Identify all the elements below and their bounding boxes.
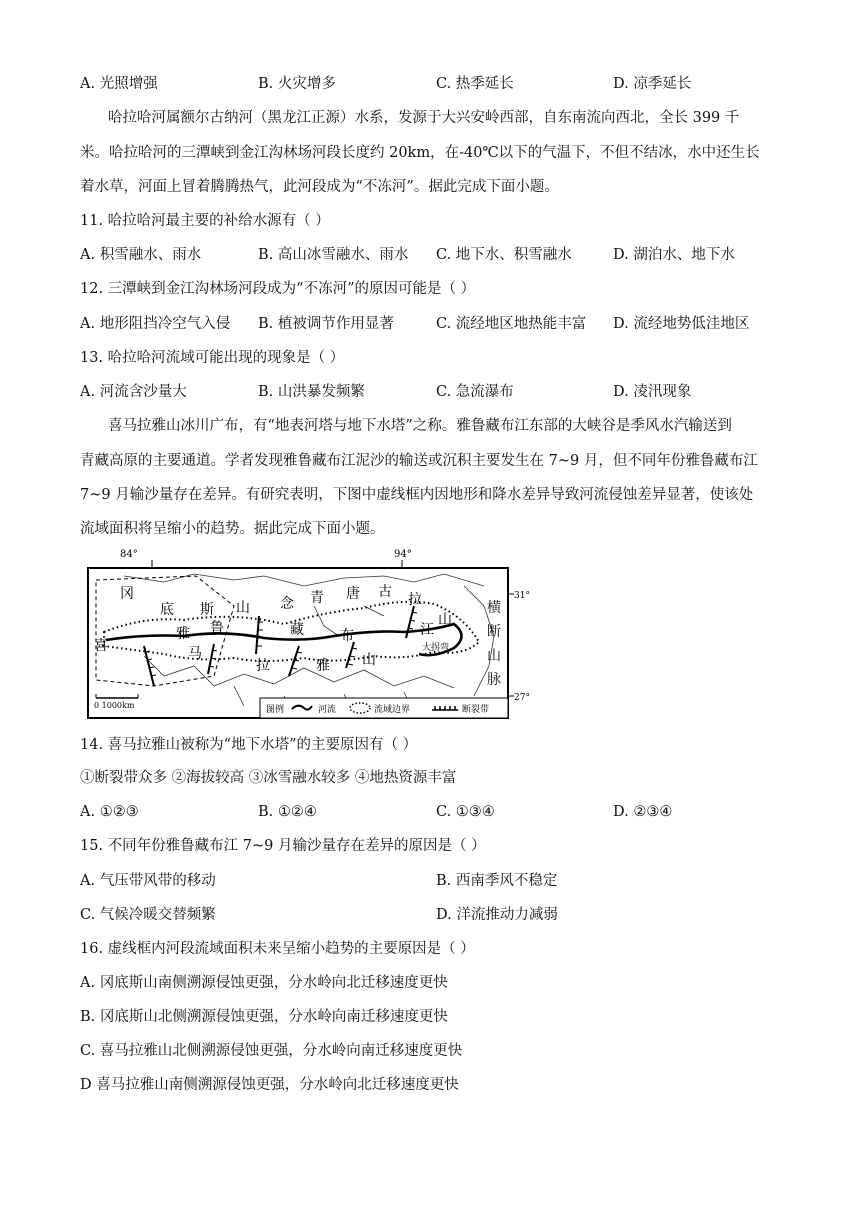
- legend-river: 河流: [318, 705, 337, 715]
- q12-options: [80, 314, 780, 334]
- q14-option-c[interactable]: C. ①③④: [436, 804, 495, 820]
- passage1-line3: 着水草，河面上冒着腾腾热气，此河段成为“不冻河”。据此完成下面小题。: [80, 179, 559, 195]
- q12-stem: 12. 三潭峡到金江沟林场河段成为“不冻河”的原因可能是（ ）: [80, 281, 476, 297]
- label-bu: 布: [340, 628, 354, 644]
- q15-option-d[interactable]: D. 洋流推动力减弱: [436, 907, 558, 923]
- passage2-line3: 7~9 月输沙量存在差异。有研究表明，下图中虚线框内因地形和降水差异导致河流侵蚀差异显著，使该处: [80, 487, 754, 503]
- q15-stem: 15. 不同年份雅鲁藏布江 7~9 月输沙量存在差异的原因是（ ）: [80, 838, 486, 854]
- label-nian: 念: [280, 596, 294, 612]
- q10-option-a[interactable]: A. 光照增强: [80, 76, 158, 92]
- label-ya-himalaya: 雅: [316, 658, 330, 674]
- label-di: 底: [160, 602, 174, 618]
- label-jiang: 江: [420, 622, 434, 638]
- q15-option-b[interactable]: B. 西南季风不稳定: [436, 873, 558, 889]
- label-gang: 冈: [120, 586, 134, 602]
- legend-boundary: 流域边界: [374, 705, 411, 715]
- label-shan-himalaya: 山: [362, 652, 376, 668]
- q15-option-a[interactable]: A. 气压带风带的移动: [80, 873, 216, 889]
- q10-option-d[interactable]: D. 凉季延长: [613, 76, 692, 92]
- passage2-line1: 喜马拉雅山冰川广布，有“地表河塔与地下水塔”之称。雅鲁藏布江东部的大峡谷是季风水汽输送到: [108, 418, 732, 434]
- q13-option-d[interactable]: D. 凌汛现象: [613, 384, 692, 400]
- lat-label-27: 27°: [514, 693, 530, 703]
- label-ma: 马: [188, 646, 202, 662]
- q11-options: [80, 245, 780, 265]
- yarlung-tsangpo-map: [84, 546, 530, 722]
- q16-option-a[interactable]: A. 冈底斯山南侧溯源侵蚀更强，分水岭向北迁移速度更快: [80, 975, 448, 991]
- label-si: 斯: [200, 602, 214, 618]
- label-duan: 断: [487, 624, 501, 640]
- hengduan-label: [484, 596, 504, 692]
- q14-stem: 14. 喜马拉雅山被称为“地下水塔”的主要原因有（ ）: [80, 737, 418, 753]
- q16-option-b[interactable]: B. 冈底斯山北侧溯源侵蚀更强，分水岭向南迁移速度更快: [80, 1009, 448, 1025]
- lon-label-94: 94°: [394, 549, 412, 560]
- label-heng: 横: [487, 600, 501, 616]
- label-shan-gangdise: 山: [236, 600, 250, 616]
- q11-option-b[interactable]: B. 高山冰雪融水、雨水: [258, 247, 409, 263]
- q14-option-d[interactable]: D. ②③④: [613, 804, 673, 820]
- q12-option-d[interactable]: D. 流经地势低洼地区: [613, 316, 750, 332]
- label-mai: 脉: [487, 672, 501, 688]
- q11-option-a[interactable]: A. 积雪融水、雨水: [80, 247, 202, 263]
- q12-option-b[interactable]: B. 植被调节作用显著: [258, 316, 394, 332]
- legend-title: 图例: [266, 705, 285, 715]
- label-big-bend: 大拐弯: [422, 643, 450, 653]
- q16-option-c[interactable]: C. 喜马拉雅山北侧溯源侵蚀更强，分水岭向南迁移速度更快: [80, 1043, 463, 1059]
- q13-option-b[interactable]: B. 山洪暴发频繁: [258, 384, 365, 400]
- label-zang: 藏: [290, 622, 304, 638]
- q10-option-c[interactable]: C. 热季延长: [436, 76, 514, 92]
- q15-options-row1: [80, 871, 780, 891]
- q16-option-d[interactable]: D 喜马拉雅山南侧溯源侵蚀更强，分水岭向北迁移速度更快: [80, 1077, 459, 1093]
- q14-items: ①断裂带众多 ②海拔较高 ③冰雪融水较多 ④地热资源丰富: [80, 770, 457, 786]
- q13-stem: 13. 哈拉哈河流域可能出现的现象是（ ）: [80, 350, 345, 366]
- q10-options: [80, 74, 780, 94]
- q13-option-c[interactable]: C. 急流瀑布: [436, 384, 514, 400]
- q12-option-c[interactable]: C. 流经地区地热能丰富: [436, 316, 587, 332]
- scale-label: 0 1000km: [94, 701, 135, 710]
- passage2-line4: 流域面积将呈缩小的趋势。据此完成下面小题。: [80, 521, 385, 537]
- label-la: 拉: [408, 592, 422, 608]
- lat-label-31: 31°: [514, 591, 530, 601]
- label-qing: 青: [310, 590, 324, 606]
- q14-option-a[interactable]: A. ①②③: [80, 804, 139, 820]
- label-tang: 唐: [346, 586, 360, 602]
- label-lu: 鲁: [210, 620, 224, 636]
- q14-options: [80, 802, 780, 822]
- q13-option-a[interactable]: A. 河流含沙量大: [80, 384, 187, 400]
- q11-option-d[interactable]: D. 湖泊水、地下水: [613, 247, 735, 263]
- label-shan-hengduan: 山: [487, 648, 501, 664]
- label-ya: 雅: [176, 626, 190, 642]
- lon-label-84: 84°: [120, 549, 138, 560]
- q10-option-b[interactable]: B. 火灾增多: [258, 76, 336, 92]
- q15-option-c[interactable]: C. 气候冷暖交替频繁: [80, 907, 216, 923]
- label-gu: 古: [378, 584, 392, 600]
- q14-option-b[interactable]: B. ①②④: [258, 804, 317, 820]
- passage1-line2: 米。哈拉哈河的三潭峡到金江沟林场河段长度约 20km，在-40℃以下的气温下，不但不结冰，水中还生长: [80, 145, 760, 161]
- passage2-line2: 青藏高原的主要通道。学者发现雅鲁藏布江泥沙的输送或沉积主要发生在 7~9 月，但不同年份雅鲁藏布江: [80, 453, 758, 469]
- passage1-line1: 哈拉哈河属额尔古纳河（黑龙江正源）水系，发源于大兴安岭西部，自东南流向西北，全长 399 千: [108, 110, 740, 126]
- label-shan-nianqing: 山: [438, 612, 452, 628]
- q15-options-row2: [80, 905, 780, 925]
- q12-option-a[interactable]: A. 地形阻挡冷空气入侵: [80, 316, 231, 332]
- label-xi: 喜: [94, 638, 108, 654]
- q16-stem: 16. 虚线框内河段流域面积未来呈缩小趋势的主要原因是（ ）: [80, 941, 475, 957]
- q13-options: [80, 382, 780, 402]
- label-la-himalaya: 拉: [256, 658, 270, 674]
- q11-option-c[interactable]: C. 地下水、积雪融水: [436, 247, 572, 263]
- q11-stem: 11. 哈拉哈河最主要的补给水源有（ ）: [80, 213, 330, 229]
- legend-fault: 断裂带: [462, 705, 490, 715]
